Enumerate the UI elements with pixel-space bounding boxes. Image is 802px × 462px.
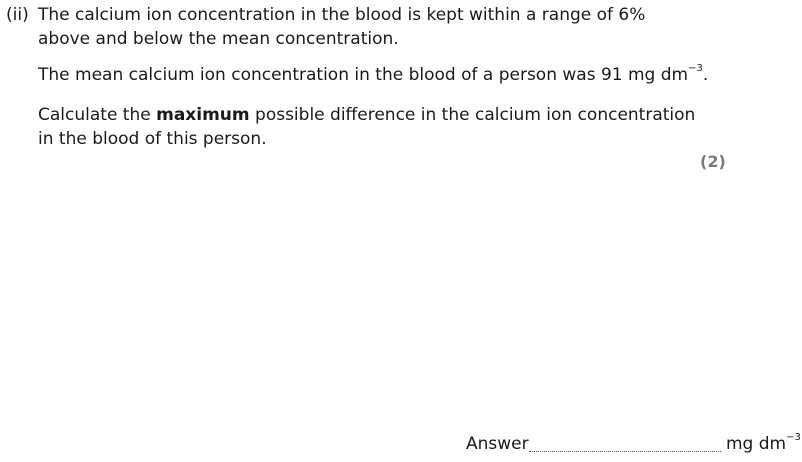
answer-input-line[interactable] xyxy=(529,450,721,452)
answer-unit-base: mg dm xyxy=(726,434,787,454)
mean-unit-exponent: −3 xyxy=(688,63,703,75)
calculate-emphasis: maximum xyxy=(156,105,250,125)
mean-statement-end: . xyxy=(702,65,709,85)
calculate-text-end: possible difference in the calcium ion concentration xyxy=(249,105,696,125)
question-part-label: (ii) xyxy=(6,5,29,25)
answer-unit-exponent: −3 xyxy=(786,432,801,444)
calculate-text-start: Calculate the xyxy=(38,105,157,125)
mean-statement-text: The mean calcium ion concentration in the blood of a person was 91 mg dm xyxy=(38,65,689,85)
question-intro-line2: above and below the mean concentration. xyxy=(38,29,399,49)
calculate-instruction xyxy=(38,103,718,151)
calculate-instruction-line1 xyxy=(38,103,718,127)
question-intro xyxy=(38,3,718,51)
marks-allocation: (2) xyxy=(700,152,726,171)
answer-row xyxy=(466,432,800,456)
question-intro-line1: The calcium ion concentration in the blood is kept within a range of 6% xyxy=(38,5,646,25)
calculate-instruction-line2: in the blood of this person. xyxy=(38,129,267,149)
answer-units xyxy=(726,432,801,456)
answer-label: Answer xyxy=(466,434,529,454)
mean-statement xyxy=(38,63,718,87)
